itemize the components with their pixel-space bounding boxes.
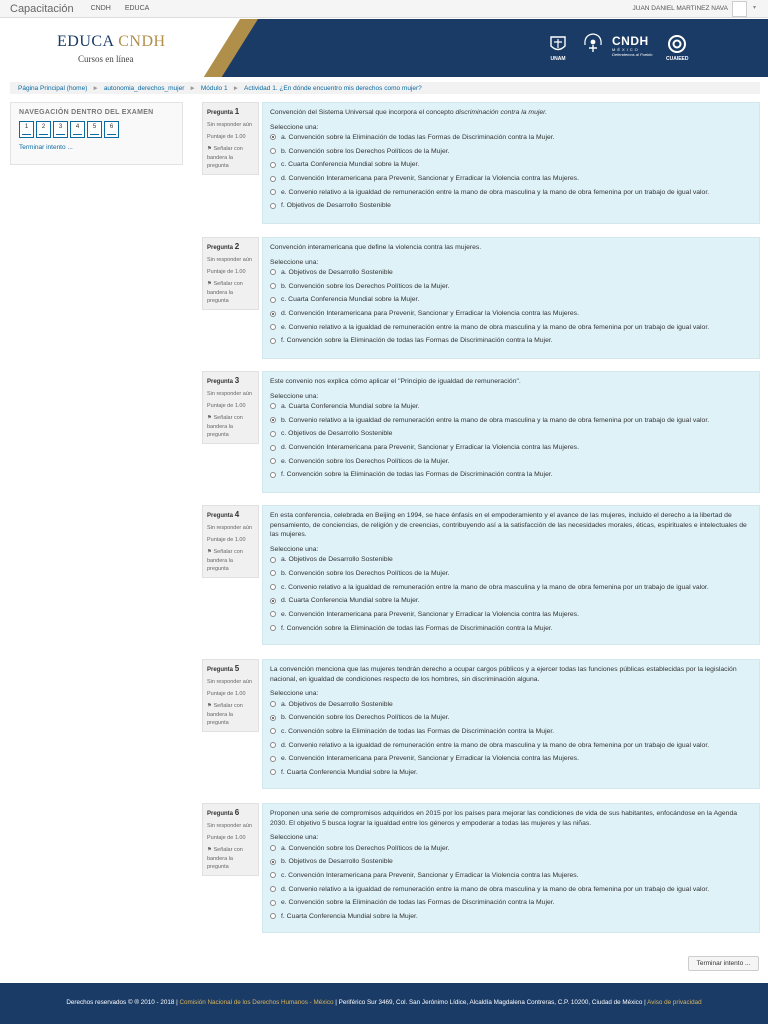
answer-label[interactable]: b. Convención sobre los Derechos Políticos de la Mujer.	[281, 147, 450, 155]
answer-option[interactable]	[270, 580, 752, 594]
answer-label[interactable]: e. Convención sobre la Eliminación de todas las Formas de Discriminación contra la Mujer.	[281, 899, 555, 907]
answer-option[interactable]	[270, 293, 752, 307]
quiz-navigation-block	[10, 102, 183, 165]
question-content	[262, 102, 760, 224]
radio-button[interactable]	[270, 472, 276, 478]
footer-privacy-link[interactable]: Aviso de privacidad	[647, 999, 702, 1006]
breadcrumb-separator-icon: ►	[92, 84, 99, 92]
question-text: Convención interamericana que define la violencia contra las mujeres.	[270, 244, 482, 251]
question-score: Puntaje de 1.00	[207, 269, 246, 275]
quiz-navigation-buttons	[19, 121, 182, 138]
answer-option[interactable]	[270, 320, 752, 334]
flag-question-link[interactable]: ⚑ Señalar con bandera la pregunta	[207, 703, 243, 726]
answer-label[interactable]: e. Convención sobre los Derechos Políticos de la Mujer.	[281, 457, 450, 465]
flag-icon: ⚑	[207, 847, 212, 853]
flag-icon: ⚑	[207, 703, 212, 709]
question-status: Sin responder aún	[207, 391, 252, 397]
radio-button[interactable]	[270, 570, 276, 576]
flag-icon: ⚑	[207, 549, 212, 555]
question-number: Pregunta 2	[207, 242, 240, 251]
breadcrumb-separator-icon: ►	[232, 84, 240, 92]
user-name[interactable]: JUAN DANIEL MARTINEZ NAVA	[632, 5, 728, 12]
answer-option[interactable]	[270, 427, 752, 441]
answer-option[interactable]	[270, 185, 752, 199]
question-number: Pregunta 3	[207, 376, 240, 385]
question-score: Puntaje de 1.00	[207, 537, 246, 543]
radio-button[interactable]	[270, 431, 276, 437]
answer-option[interactable]	[270, 621, 752, 635]
breadcrumb-home[interactable]: Página Principal (home)	[18, 84, 88, 92]
answer-label[interactable]: f. Convención sobre la Eliminación de todas las Formas de Discriminación contra la Mujer.	[281, 471, 553, 479]
flag-question-link[interactable]: ⚑ Señalar con bandera la pregunta	[207, 281, 243, 304]
site-brand[interactable]: Capacitación	[10, 2, 74, 15]
quiz-nav-button-2[interactable]: 2	[36, 121, 51, 138]
answer-option[interactable]	[270, 158, 752, 172]
radio-button[interactable]	[270, 148, 276, 154]
educa-logo[interactable]: EDUCA CNDH	[57, 33, 166, 50]
answer-label[interactable]: d. Convenio relativo a la igualdad de remuneración entre la mano de obra masculina y la mano de obra femenina por un trabajo de igual valor.	[281, 885, 710, 893]
answer-label[interactable]: a. Objetivos de Desarrollo Sostenible	[281, 700, 393, 708]
finish-attempt-link[interactable]: Terminar intento ...	[19, 144, 73, 151]
radio-button[interactable]	[270, 886, 276, 892]
question-number: Pregunta 6	[207, 808, 240, 817]
question-info	[202, 505, 259, 578]
question-score: Puntaje de 1.00	[207, 835, 246, 841]
answer-label[interactable]: d. Cuarta Conferencia Mundial sobre la Mujer.	[281, 597, 420, 605]
radio-button[interactable]	[270, 269, 276, 275]
radio-button[interactable]	[270, 162, 276, 168]
footer: Derechos reservados © ® 2010 - 2018 | Comisión Nacional de los Derechos Humanos - México | Periférico Sur 3469, Col. San Jerónimo Lídice, Alcaldía Magdalena Contreras, C.P. 10200, Ciudad de México | Aviso de privacidad	[0, 983, 768, 1024]
avatar[interactable]	[732, 1, 747, 17]
radio-button[interactable]	[270, 557, 276, 563]
footer-cndh-link[interactable]: Comisión Nacional de los Derechos Humanos - México	[179, 999, 334, 1006]
answer-option[interactable]	[270, 910, 752, 924]
logo-subtitle: Cursos en línea	[78, 54, 134, 64]
radio-button[interactable]	[270, 872, 276, 878]
answer-option[interactable]	[270, 400, 752, 414]
answer-option[interactable]	[270, 279, 752, 293]
question-info	[202, 237, 259, 310]
select-one-label: Seleccione una:	[270, 834, 319, 842]
radio-button[interactable]	[270, 611, 276, 617]
answer-option[interactable]	[270, 441, 752, 455]
answer-option[interactable]	[270, 468, 752, 482]
unam-logo-icon: UNAM	[548, 34, 568, 62]
nav-link-educa[interactable]: EDUCA	[124, 5, 150, 12]
answer-option[interactable]	[270, 608, 752, 622]
answer-label[interactable]: f. Objetivos de Desarrollo Sostenible	[281, 202, 391, 210]
answer-label[interactable]: a. Objetivos de Desarrollo Sostenible	[281, 556, 393, 564]
answer-option[interactable]	[270, 711, 752, 725]
radio-button[interactable]	[270, 913, 276, 919]
answer-label[interactable]: a. Cuarta Conferencia Mundial sobre la Mujer.	[281, 402, 420, 410]
radio-button[interactable]	[270, 598, 276, 604]
question-status: Sin responder aún	[207, 823, 252, 829]
radio-button[interactable]	[270, 625, 276, 631]
answer-option[interactable]	[270, 594, 752, 608]
question-content	[262, 659, 760, 789]
radio-button[interactable]	[270, 417, 276, 423]
answer-label[interactable]: c. Convención Interamericana para Prevenir, Sancionar y Erradicar la Violencia contra las Mujeres.	[281, 871, 579, 879]
radio-button[interactable]	[270, 189, 276, 195]
radio-button[interactable]	[270, 701, 276, 707]
breadcrumb	[10, 82, 760, 94]
radio-button[interactable]	[270, 445, 276, 451]
question-status: Sin responder aún	[207, 525, 252, 531]
question-content	[262, 803, 760, 933]
answer-option[interactable]	[270, 307, 752, 321]
select-one-label: Seleccione una:	[270, 258, 319, 266]
radio-button[interactable]	[270, 283, 276, 289]
answer-option[interactable]	[270, 896, 752, 910]
answer-option[interactable]	[270, 869, 752, 883]
top-navbar	[0, 0, 768, 18]
question-info	[202, 102, 259, 175]
answer-label[interactable]: c. Convenio relativo a la igualdad de remuneración entre la mano de obra masculina y la mano de obra femenina por un trabajo de igual valor.	[281, 583, 709, 591]
radio-button[interactable]	[270, 742, 276, 748]
answer-option[interactable]	[270, 855, 752, 869]
question-number: Pregunta 5	[207, 664, 240, 673]
question-text: Proponen una serie de compromisos adquiridos en 2015 por los países para mejorar las condiciones de vida de sus habitantes, enfocándose en la Agenda 2030. El objetivo 5 busca lograr la igualdad entre los géneros y empoderar a todas las mujeres y las niñas.	[270, 810, 738, 827]
flag-question-link[interactable]: ⚑ Señalar con bandera la pregunta	[207, 146, 243, 169]
answer-option[interactable]	[270, 752, 752, 766]
answer-label[interactable]: a. Convención sobre los Derechos Políticos de la Mujer.	[281, 844, 450, 852]
answer-option[interactable]	[270, 738, 752, 752]
question-status: Sin responder aún	[207, 679, 252, 685]
radio-button[interactable]	[270, 458, 276, 464]
answer-label[interactable]: b. Convención sobre los Derechos Políticos de la Mujer.	[281, 282, 450, 290]
quiz-nav-button-6[interactable]: 6	[104, 121, 119, 138]
flag-icon: ⚑	[207, 146, 212, 152]
answer-option[interactable]	[270, 697, 752, 711]
answer-option[interactable]	[270, 841, 752, 855]
quiz-navigation-heading: NAVEGACIÓN DENTRO DEL EXAMEN	[19, 109, 154, 116]
answer-option[interactable]	[270, 766, 752, 780]
answer-option[interactable]	[270, 454, 752, 468]
radio-button[interactable]	[270, 859, 276, 865]
flag-icon: ⚑	[207, 281, 212, 287]
nav-link-cndh[interactable]: CNDH	[90, 5, 111, 12]
question-status: Sin responder aún	[207, 257, 252, 263]
question-number: Pregunta 4	[207, 510, 240, 519]
answer-label[interactable]: a. Convención sobre la Eliminación de todas las Formas de Discriminación contra la Mujer.	[281, 133, 555, 141]
answer-label[interactable]: f. Convención sobre la Eliminación de todas las Formas de Discriminación contra la Mujer.	[281, 624, 553, 632]
radio-button[interactable]	[270, 728, 276, 734]
radio-button[interactable]	[270, 756, 276, 762]
breadcrumb-module[interactable]: Módulo 1	[200, 84, 228, 92]
answer-label[interactable]: b. Objetivos de Desarrollo Sostenible	[281, 858, 393, 866]
answer-label[interactable]: d. Convención Interamericana para Prevenir, Sancionar y Erradicar la Violencia contra las Mujeres.	[281, 175, 579, 182]
radio-button[interactable]	[270, 900, 276, 906]
question-text: En esta conferencia, celebrada en Beijing en 1994, se hace énfasis en el empoderamiento y el avance de las mujeres, incluido el derecho a la libertad de pensamiento, de conciencias, de religión y de creencias, contribuyendo así a la satisfacción de las necesidades morales, éticas, espirituales e intelectuales de las mujeres.	[270, 512, 747, 539]
answer-option[interactable]	[270, 882, 752, 896]
answer-option[interactable]	[270, 199, 752, 213]
question-text: Convención del Sistema Universal que incorpora el concepto discriminación contra la mujer.	[270, 109, 548, 116]
answer-option[interactable]	[270, 144, 752, 158]
radio-button[interactable]	[270, 203, 276, 209]
answer-option[interactable]	[270, 266, 752, 280]
flag-icon: ⚑	[207, 415, 212, 421]
answer-label[interactable]: e. Convención Interamericana para Prevenir, Sancionar y Erradicar la Violencia contra las Mujeres.	[281, 610, 579, 618]
quiz-nav-button-5[interactable]: 5	[87, 121, 102, 138]
question-info	[202, 659, 259, 732]
user-menu-chevron-down-icon[interactable]: ▾	[752, 5, 756, 11]
select-one-label: Seleccione una:	[270, 545, 319, 553]
radio-button[interactable]	[270, 769, 276, 775]
radio-button[interactable]	[270, 134, 276, 140]
answer-option[interactable]	[270, 553, 752, 567]
radio-button[interactable]	[270, 584, 276, 590]
cndh-logo: CNDH MÉXICO Defendemos al Pueblo	[612, 34, 653, 57]
answer-label[interactable]: e. Convención Interamericana para Prevenir, Sancionar y Erradicar la Violencia contra las Mujeres.	[281, 755, 579, 763]
answer-label[interactable]: c. Cuarta Conferencia Mundial sobre la Mujer.	[281, 161, 420, 169]
answer-label[interactable]: c. Cuarta Conferencia Mundial sobre la Mujer.	[281, 296, 420, 304]
answer-label[interactable]: c. Convención sobre la Eliminación de todas las Formas de Discriminación contra la Mujer.	[281, 727, 555, 735]
answer-label[interactable]: e. Convenio relativo a la igualdad de remuneración entre la mano de obra masculina y la mano de obra femenina por un trabajo de igual valor.	[281, 188, 710, 196]
select-one-label: Seleccione una:	[270, 123, 319, 131]
breadcrumb-activity[interactable]: Actividad 1. ¿En dónde encuentro mis derechos como mujer?	[244, 84, 422, 92]
quiz-nav-button-3[interactable]: 3	[53, 121, 68, 138]
select-one-label: Seleccione una:	[270, 392, 319, 400]
answer-label[interactable]: b. Convención sobre los Derechos Políticos de la Mujer.	[281, 569, 450, 577]
radio-button[interactable]	[270, 297, 276, 303]
cndh-seal-icon	[580, 31, 606, 59]
quiz-nav-button-4[interactable]: 4	[70, 121, 85, 138]
flag-question-link[interactable]: ⚑ Señalar con bandera la pregunta	[207, 415, 243, 438]
answer-label[interactable]: f. Convención sobre la Eliminación de todas las Formas de Discriminación contra la Mujer.	[281, 337, 553, 345]
answer-label[interactable]: e. Convenio relativo a la igualdad de remuneración entre la mano de obra masculina y la mano de obra femenina por un trabajo de igual valor.	[281, 323, 710, 331]
radio-button[interactable]	[270, 176, 276, 182]
question-info	[202, 803, 259, 876]
answer-label[interactable]: d. Convenio relativo a la igualdad de remuneración entre la mano de obra masculina y la mano de obra femenina por un trabajo de igual valor.	[281, 741, 710, 749]
question-info	[202, 371, 259, 444]
answer-label[interactable]: a. Objetivos de Desarrollo Sostenible	[281, 268, 393, 276]
breadcrumb-course[interactable]: autonomia_derechos_mujer	[103, 84, 185, 92]
breadcrumb-separator-icon: ►	[189, 84, 196, 92]
quiz-nav-button-1[interactable]: 1	[19, 121, 34, 138]
site-banner	[0, 19, 768, 77]
answer-label[interactable]: c. Objetivos de Desarrollo Sostenible	[281, 430, 393, 438]
flag-question-link[interactable]: ⚑ Señalar con bandera la pregunta	[207, 847, 243, 870]
question-content	[262, 505, 760, 645]
answer-label[interactable]: f. Cuarta Conferencia Mundial sobre la Mujer.	[281, 768, 418, 776]
radio-button[interactable]	[270, 403, 276, 409]
question-text: Este convenio nos explica cómo aplicar el "Principio de igualdad de remuneración".	[270, 378, 521, 385]
question-content	[262, 237, 760, 359]
answer-label[interactable]: d. Convención Interamericana para Prevenir, Sancionar y Erradicar la Violencia contra las Mujeres.	[281, 310, 579, 317]
answer-label[interactable]: b. Convenio relativo a la igualdad de remuneración entre la mano de obra masculina y la mano de obra femenina por un trabajo de igual valor.	[281, 416, 710, 424]
question-status: Sin responder aún	[207, 122, 252, 128]
radio-button[interactable]	[270, 715, 276, 721]
question-score: Puntaje de 1.00	[207, 691, 246, 697]
cuaieed-logo-icon: CUAIEED	[666, 34, 689, 62]
radio-button[interactable]	[270, 311, 276, 317]
answer-option[interactable]	[270, 131, 752, 145]
radio-button[interactable]	[270, 845, 276, 851]
radio-button[interactable]	[270, 338, 276, 344]
question-text: La convención menciona que las mujeres tendrán derecho a ocupar cargos públicos y a ejercer todas las funciones públicas establecidas por la legislación nacional, en igualdad de condiciones respecto de los hombres, sin discriminación alguna.	[270, 666, 737, 683]
question-number: Pregunta 1	[207, 107, 240, 116]
question-score: Puntaje de 1.00	[207, 134, 246, 140]
answer-option[interactable]	[270, 172, 752, 186]
radio-button[interactable]	[270, 324, 276, 330]
answer-option[interactable]	[270, 334, 752, 348]
question-score: Puntaje de 1.00	[207, 403, 246, 409]
answer-label[interactable]: b. Convención sobre los Derechos Políticos de la Mujer.	[281, 714, 450, 722]
answer-option[interactable]	[270, 413, 752, 427]
answer-label[interactable]: f. Cuarta Conferencia Mundial sobre la Mujer.	[281, 912, 418, 920]
flag-question-link[interactable]: ⚑ Señalar con bandera la pregunta	[207, 549, 243, 572]
finish-attempt-button[interactable]: Terminar intento ...	[688, 956, 759, 971]
answer-option[interactable]	[270, 566, 752, 580]
answer-label[interactable]: d. Convención Interamericana para Prevenir, Sancionar y Erradicar la Violencia contra las Mujeres.	[281, 444, 579, 451]
select-one-label: Seleccione una:	[270, 690, 319, 698]
answer-option[interactable]	[270, 725, 752, 739]
question-content	[262, 371, 760, 493]
